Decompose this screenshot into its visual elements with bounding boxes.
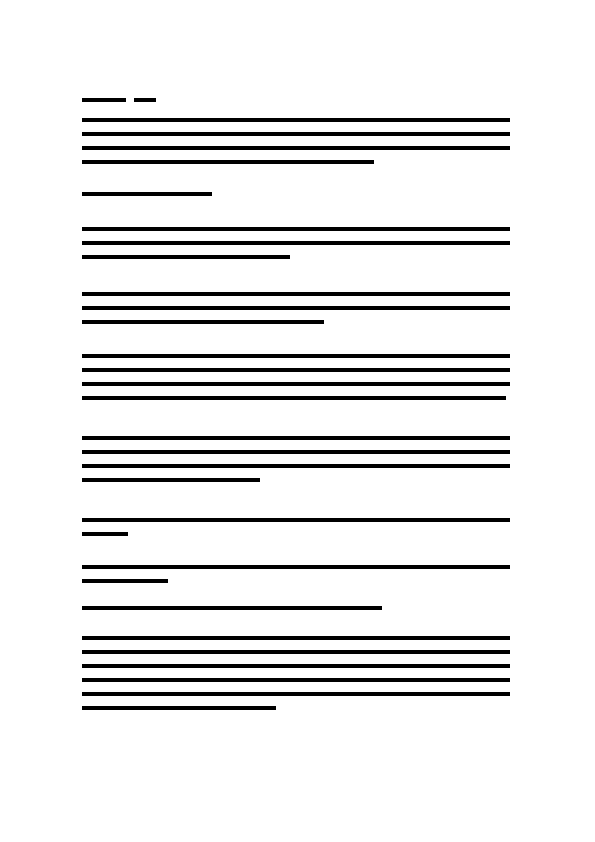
- illegible-text: [82, 146, 510, 150]
- illegible-text: [82, 118, 510, 122]
- illegible-text: [82, 320, 324, 324]
- illegible-text: [82, 132, 510, 136]
- illegible-text: [82, 450, 510, 454]
- illegible-text: [82, 160, 374, 164]
- illegible-text: [82, 606, 382, 610]
- paragraph-4: [82, 354, 512, 410]
- paragraph-6: [82, 518, 512, 546]
- illegible-text: [82, 368, 510, 372]
- paragraph-5: [82, 436, 512, 492]
- illegible-text: [82, 436, 510, 440]
- illegible-text: [82, 579, 168, 583]
- illegible-text: [82, 292, 510, 296]
- illegible-text: [82, 565, 510, 569]
- heading-text-line: [82, 98, 512, 102]
- illegible-text: [82, 518, 510, 522]
- section-heading-2: [82, 606, 512, 620]
- illegible-text: [82, 678, 510, 682]
- illegible-text: [134, 98, 156, 102]
- illegible-text: [82, 464, 510, 468]
- section-heading-1: [82, 192, 512, 206]
- illegible-text: [82, 227, 510, 231]
- paragraph-7: [82, 565, 512, 593]
- paragraph-8: [82, 636, 512, 720]
- illegible-text: [82, 478, 260, 482]
- illegible-text: [82, 98, 126, 102]
- illegible-text: [82, 532, 128, 536]
- illegible-text: [82, 255, 290, 259]
- illegible-text: [82, 306, 510, 310]
- paragraph-2: [82, 227, 512, 269]
- paragraph-1: [82, 118, 512, 174]
- document-heading: [82, 98, 512, 112]
- illegible-text: [82, 192, 212, 196]
- illegible-text: [82, 650, 510, 654]
- illegible-text: [82, 354, 510, 358]
- illegible-text: [82, 664, 510, 668]
- illegible-text: [82, 636, 510, 640]
- illegible-text: [82, 382, 510, 386]
- paragraph-3: [82, 292, 512, 334]
- illegible-text: [82, 241, 510, 245]
- illegible-text: [82, 396, 506, 400]
- illegible-text: [82, 692, 510, 696]
- illegible-text: [82, 706, 276, 710]
